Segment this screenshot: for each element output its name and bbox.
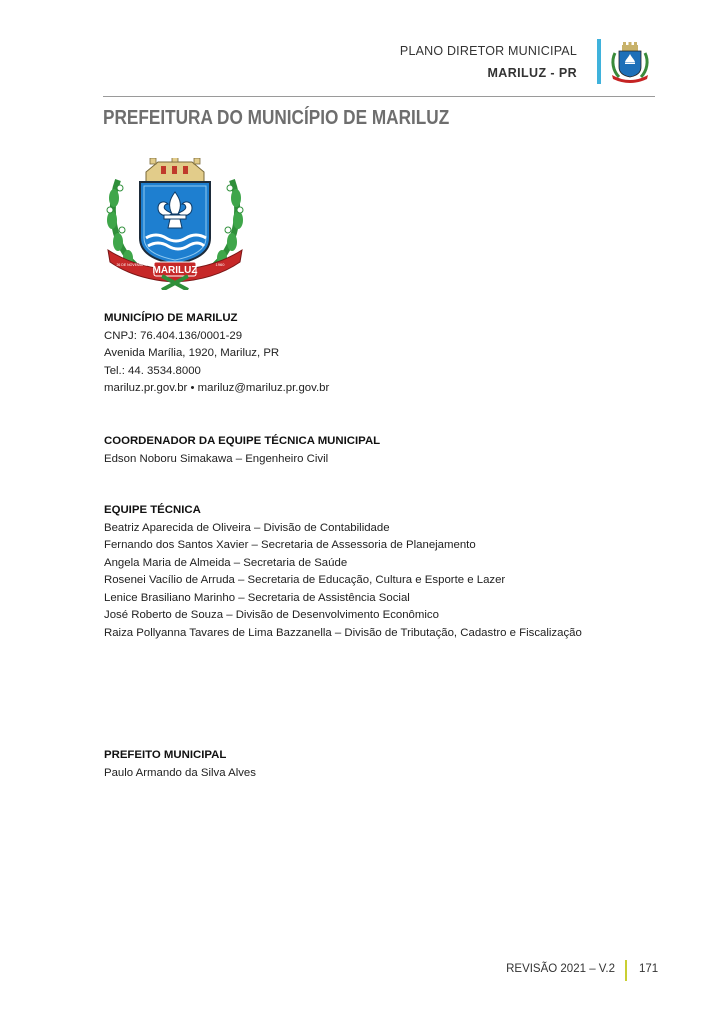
header-divider [103, 96, 655, 97]
municipio-web-email: mariluz.pr.gov.br • mariluz@mariluz.pr.gov.br [104, 382, 330, 394]
coat-of-arms-icon [106, 158, 244, 290]
equipe-member: Rosenei Vacílio de Arruda – Secretaria de Educação, Cultura e Esporte e Lazer [104, 574, 506, 586]
crest-ribbon-text: MARILUZ [152, 265, 198, 276]
equipe-heading: EQUIPE TÉCNICA [104, 504, 201, 516]
equipe-member: José Roberto de Souza – Divisão de Desenvolvimento Econômico [104, 609, 439, 621]
footer-revision: REVISÃO 2021 – V.2 [506, 963, 615, 975]
coordenador-name: Edson Noboru Simakawa – Engenheiro Civil [104, 452, 329, 465]
municipio-address: Avenida Marília, 1920, Mariluz, PR [104, 347, 280, 359]
header-accent-bar [597, 39, 601, 84]
coordenador-heading: COORDENADOR DA EQUIPE TÉCNICA MUNICIPAL [104, 435, 381, 447]
crest-ribbon-right: 1960 [215, 262, 225, 267]
coordenador-section [104, 433, 380, 468]
municipio-phone: Tel.: 44. 3534.8000 [104, 364, 201, 377]
header-subtitle: MARILUZ - PR [487, 66, 577, 80]
equipe-member: Raiza Pollyanna Tavares de Lima Bazzanella – Divisão de Tributação, Cadastro e Fiscalização [104, 626, 582, 639]
municipio-cnpj: CNPJ: 76.404.136/0001-29 [104, 329, 243, 342]
crest-ribbon-left: 26 DE NOVEMBRO [116, 263, 148, 267]
municipio-heading: MUNICÍPIO DE MARILUZ [104, 312, 238, 324]
equipe-member: Angela Maria de Almeida – Secretaria de Saúde [104, 556, 348, 569]
page-title: PREFEITURA DO MUNICÍPIO DE MARILUZ [103, 107, 450, 129]
equipe-member: Lenice Brasiliano Marinho – Secretaria de Assistência Social [104, 591, 410, 604]
equipe-member: Fernando dos Santos Xavier – Secretaria de Assessoria de Planejamento [104, 539, 476, 551]
equipe-member: Beatriz Aparecida de Oliveira – Divisão de Contabilidade [104, 521, 390, 534]
prefeito-name: Paulo Armando da Silva Alves [104, 766, 256, 779]
footer-accent-bar [625, 960, 627, 981]
prefeito-section [104, 747, 256, 782]
equipe-section [104, 502, 582, 642]
header-crest-icon [607, 39, 653, 85]
prefeito-heading: PREFEITO MUNICIPAL [104, 749, 227, 761]
header-title: PLANO DIRETOR MUNICIPAL [399, 44, 577, 58]
page-number: 171 [639, 963, 659, 975]
municipio-section [104, 310, 329, 398]
